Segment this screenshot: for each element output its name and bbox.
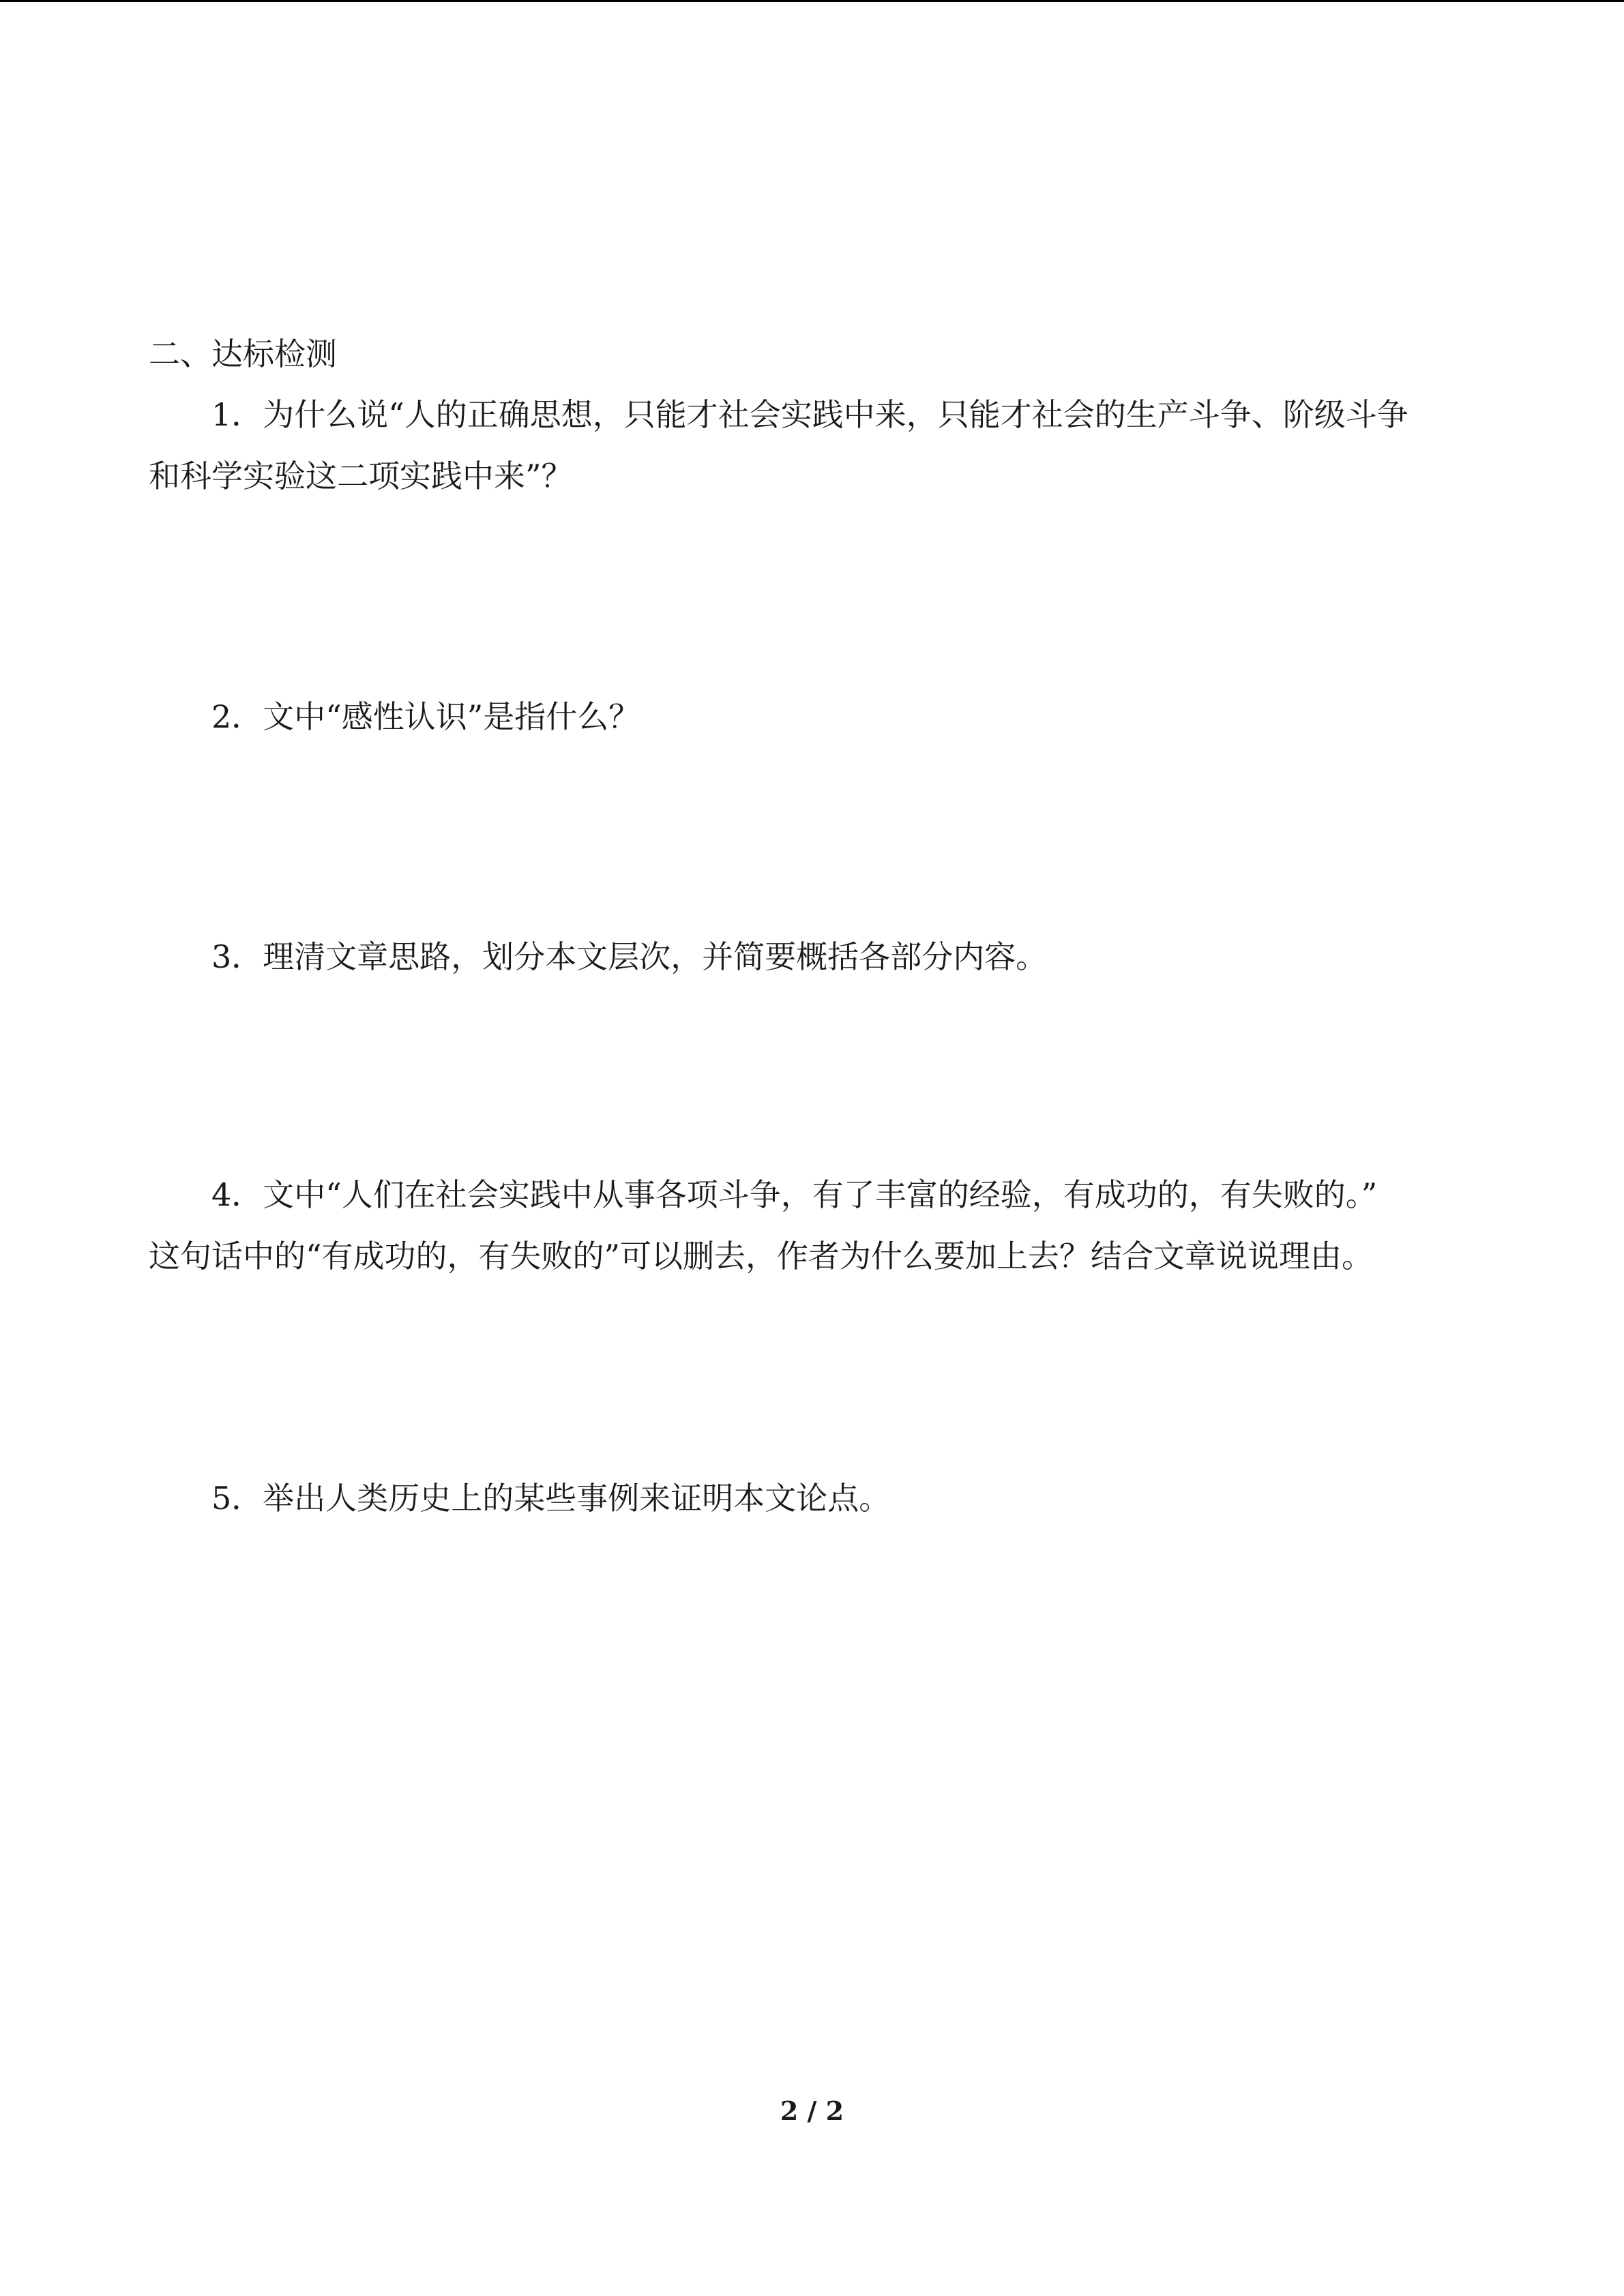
question-4-line-2: 这句话中的“有成功的，有失败的”可以删去，作者为什么要加上去？结合文章说说理由。	[149, 1238, 1374, 1274]
question-5	[149, 1467, 1479, 1529]
question-3	[149, 926, 1479, 987]
question-4-line-1: 4．文中“人们在社会实践中从事各项斗争，有了丰富的经验，有成功的，有失败的。”	[211, 1176, 1378, 1213]
question-5-line-1: 5．举出人类历史上的某些事例来证明本文论点。	[211, 1480, 891, 1517]
question-1-line-1: 1．为什么说“人的正确思想，只能才社会实践中来，只能才社会的生产斗争、阶级斗争	[211, 396, 1408, 433]
question-4	[149, 1164, 1479, 1287]
section-heading: 二、达标检测	[149, 336, 337, 372]
question-1	[149, 384, 1479, 507]
question-1-line-2: 和科学实验这二项实践中来”？	[149, 458, 573, 494]
page-number: 2 / 2	[780, 2096, 844, 2126]
question-2	[149, 686, 1479, 747]
question-3-line-1: 3．理清文章思路，划分本文层次，并简要概括各部分内容。	[211, 938, 1048, 975]
question-2-line-1: 2．文中“感性认识”是指什么？	[211, 698, 640, 735]
